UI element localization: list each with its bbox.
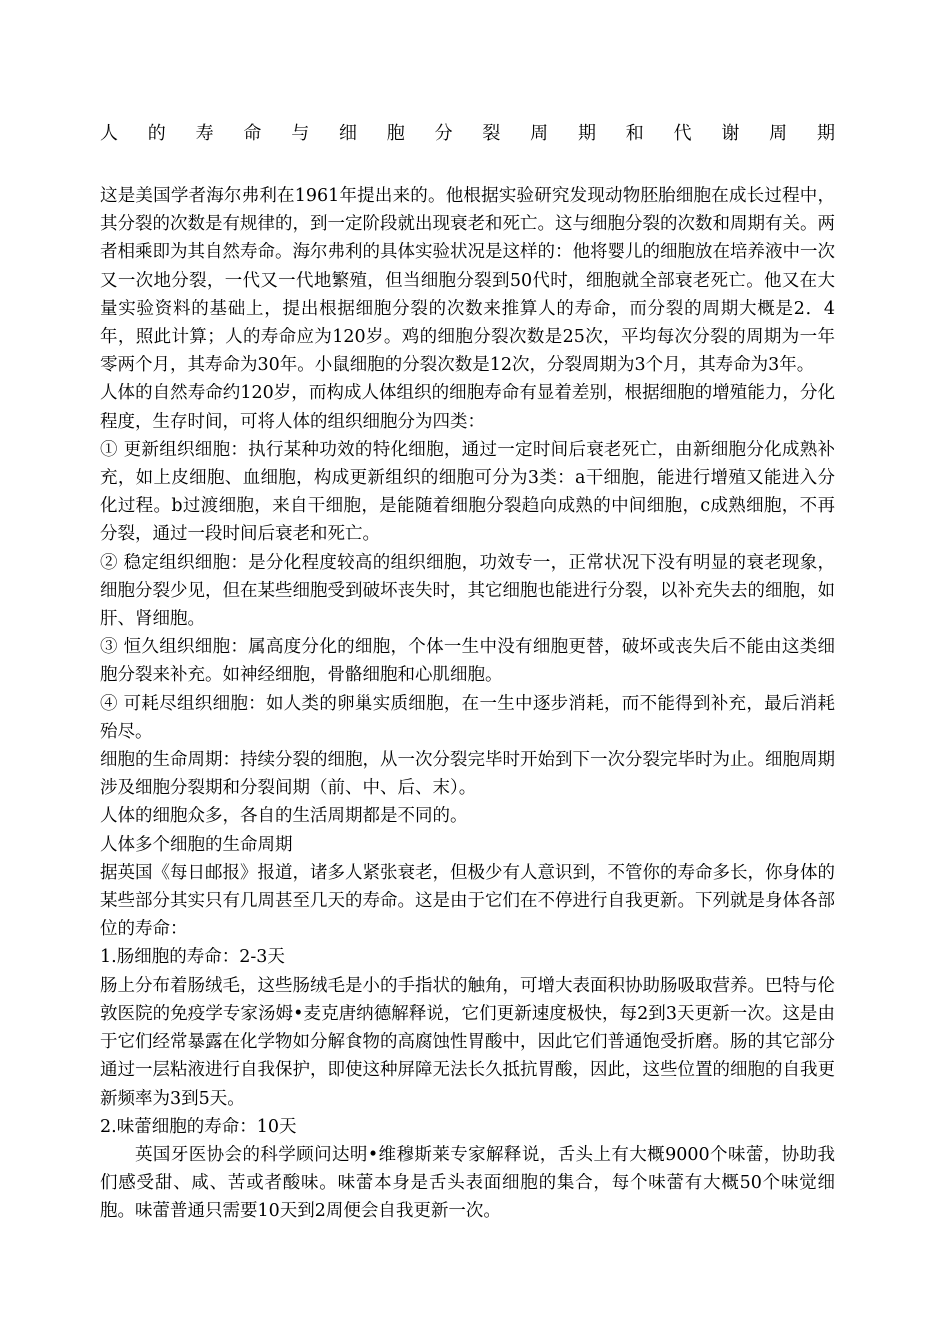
list-item-stable-cells: ② 稳定组织细胞：是分化程度较高的组织细胞，功效专一，正常状况下没有明显的衰老现象，细胞分裂少见，但在某些细胞受到破坏丧失时，其它细胞也能进行分裂，以补充失去的细胞，如肝、肾细胞。 bbox=[100, 552, 835, 630]
document-title bbox=[100, 121, 835, 147]
title-char: 人 bbox=[100, 123, 118, 144]
section-heading-lifecycles: 人体多个细胞的生命周期 bbox=[100, 834, 293, 855]
paragraph-daily-mail: 据英国《每日邮报》报道，诸多人紧张衰老，但极少有人意识到，不管你的寿命多长，你身体的某些部分其实只有几周甚至几天的寿命。这是由于它们在不停进行自我更新。下列就是身体各部位的寿命： bbox=[100, 862, 835, 940]
document-body bbox=[100, 182, 835, 1226]
title-char: 胞 bbox=[386, 123, 405, 144]
paragraph-cell-variety: 人体的细胞众多，各自的生活周期都是不同的。 bbox=[100, 806, 468, 827]
title-char: 期 bbox=[816, 123, 835, 144]
title-char: 命 bbox=[243, 123, 262, 144]
list-item-renewing-cells: ① 更新组织细胞：执行某种功效的特化细胞，通过一定时间后衰老死亡，由新细胞分化成熟补充，如上皮细胞、血细胞，构成更新组织的细胞可分为3类：a干细胞，能进行增殖又能进入分化过程。b过渡细胞，来自干细胞，是能随着细胞分裂趋向成熟的中间细胞，c成熟细胞，不再分裂，通过一段时间后衰老和死亡。 bbox=[100, 439, 835, 545]
title-char: 周 bbox=[769, 123, 788, 144]
title-char: 和 bbox=[625, 123, 644, 144]
title-char: 谢 bbox=[721, 123, 740, 144]
title-char: 裂 bbox=[482, 123, 501, 144]
paragraph-classification: 人体的自然寿命约120岁，而构成人体组织的细胞寿命有显着差别，根据细胞的增殖能力，分化程度，生存时间，可将人体的组织细胞分为四类： bbox=[100, 383, 835, 432]
paragraph-intro: 这是美国学者海尔弗利在1961年提出来的。他根据实验研究发现动物胚胎细胞在成长过程中，其分裂的次数是有规律的，到一定阶段就出现衰老和死亡。这与细胞分裂的次数和周期有关。两者相乘即为其自然寿命。海尔弗利的具体实验状况是这样的：他将婴儿的细胞放在培养液中一次又一次地分裂，一代又一代地繁殖，但当细胞分裂到50代时，细胞就全部衰老死亡。他又在大量实验资料的基础上，提出根据细胞分裂的次数来推算人的寿命，而分裂的周期大概是2．4年，照此计算；人的寿命应为120岁。鸡的细胞分裂次数是25次，平均每次分裂的周期为一年零两个月，其寿命为30年。小鼠细胞的分裂次数是12次，分裂周期为3个月，其寿命为3年。 bbox=[100, 186, 835, 376]
paragraph-cell-cycle: 细胞的生命周期：持续分裂的细胞，从一次分裂完毕时开始到下一次分裂完毕时为止。细胞周期涉及细胞分裂期和分裂间期（前、中、后、末）。 bbox=[100, 750, 835, 799]
subheading-taste-buds: 2.味蕾细胞的寿命：10天 bbox=[100, 1116, 297, 1137]
title-char: 代 bbox=[673, 123, 692, 144]
title-char: 分 bbox=[434, 123, 453, 144]
title-char: 的 bbox=[147, 123, 166, 144]
title-char: 周 bbox=[530, 123, 549, 144]
paragraph-taste-buds: 英国牙医协会的科学顾问达明•维穆斯莱专家解释说，舌头上有大概9000个味蕾，协助我们感受甜、咸、苦或者酸味。味蕾本身是舌头表面细胞的集合，每个味蕾有大概50个味觉细胞。味蕾普通只需要10天到2周便会自我更新一次。 bbox=[100, 1144, 835, 1222]
subheading-intestine: 1.肠细胞的寿命：2-3天 bbox=[100, 947, 285, 968]
paragraph-intestine: 肠上分布着肠绒毛，这些肠绒毛是小的手指状的触角，可增大表面积协助肠吸取营养。巴特与伦敦医院的免疫学专家汤姆•麦克唐纳德解释说，它们更新速度极快，每2到3天更新一次。这是由于它们经常暴露在化学物如分解食物的高腐蚀性胃酸中，因此它们普通饱受折磨。肠的其它部分通过一层粘液进行自我保护，即使这种屏障无法长久抵抗胃酸，因此，这些位置的细胞的自我更新频率为3到5天。 bbox=[100, 975, 835, 1109]
list-item-exhaustible-cells: ④ 可耗尽组织细胞：如人类的卵巢实质细胞，在一生中逐步消耗，而不能得到补充，最后消耗殆尽。 bbox=[100, 693, 835, 742]
title-char: 期 bbox=[577, 123, 596, 144]
title-char: 细 bbox=[338, 123, 357, 144]
title-char: 与 bbox=[291, 123, 310, 144]
title-char: 寿 bbox=[195, 123, 214, 144]
list-item-permanent-cells: ③ 恒久组织细胞：属高度分化的细胞，个体一生中没有细胞更替，破坏或丧失后不能由这类细胞分裂来补充。如神经细胞，骨骼细胞和心肌细胞。 bbox=[100, 637, 835, 686]
